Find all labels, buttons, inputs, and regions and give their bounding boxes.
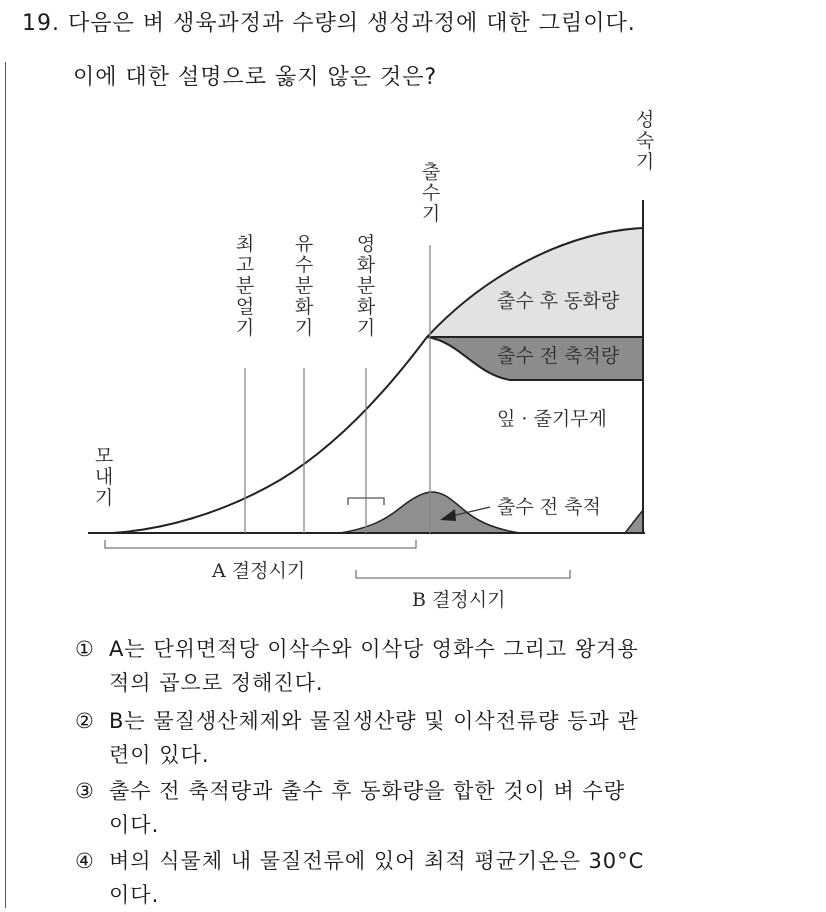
- label-transplanting: 모 내 기: [94, 445, 114, 509]
- label-pre-heading-storage: 출수 전 축적량: [497, 345, 620, 367]
- option-1[interactable]: [75, 632, 639, 700]
- label-spikelet-diff: 영 화 분 화 기: [356, 233, 376, 339]
- option-2-text-line1: B는 물질생산체제와 물질생산량 및 이삭전류량 등과 관: [109, 709, 639, 733]
- option-1-number: ①: [75, 637, 95, 661]
- option-4-number: ④: [75, 849, 95, 873]
- option-4-text-line2: 이다.: [109, 883, 160, 907]
- label-period-b: B 결정시기: [412, 589, 506, 611]
- label-pre-heading-accumulation: 출수 전 축적: [497, 496, 601, 518]
- label-post-heading-assimilation: 출수 후 동화량: [497, 290, 620, 312]
- option-3-text-line2: 이다.: [109, 813, 160, 837]
- option-4[interactable]: [75, 844, 644, 912]
- option-4-text-line1: 벼의 식물체 내 물질전류에 있어 최적 평균기온은 30°C: [109, 849, 645, 873]
- label-leaf-stem-weight: 잎 · 줄기무게: [497, 408, 607, 430]
- label-heading: 출 수 기: [421, 161, 441, 225]
- option-2-text-line2: 련이 있다.: [109, 743, 210, 767]
- option-2[interactable]: [75, 704, 639, 772]
- label-maturity: 성 숙 기: [635, 109, 655, 173]
- post-heading-assimilation-area: [427, 228, 643, 337]
- option-1-text-line2: 적의 곱으로 정해진다.: [109, 671, 324, 695]
- maturity-accumulation-wedge: [625, 510, 643, 533]
- option-3[interactable]: [75, 774, 625, 842]
- label-period-a: A 결정시기: [212, 560, 306, 582]
- option-3-number: ③: [75, 779, 95, 803]
- option-1-text-line1: A는 단위면적당 이삭수와 이삭당 영화수 그리고 왕겨용: [109, 637, 639, 661]
- question-prompt: 이에 대한 설명으로 옳지 않은 것은?: [73, 65, 438, 90]
- period-a-bracket: [105, 540, 416, 548]
- label-panicle-diff: 유 수 분 화 기: [294, 233, 314, 339]
- period-b-bracket: [356, 570, 570, 578]
- question-stem: 19. 다음은 벼 생육과정과 수량의 생성과정에 대한 그림이다.: [22, 11, 636, 36]
- option-2-number: ②: [75, 709, 95, 733]
- option-3-text-line1: 출수 전 축적량과 출수 후 동화량을 합한 것이 벼 수량: [109, 779, 626, 803]
- label-max-tillering: 최 고 분 얼 기: [235, 233, 255, 339]
